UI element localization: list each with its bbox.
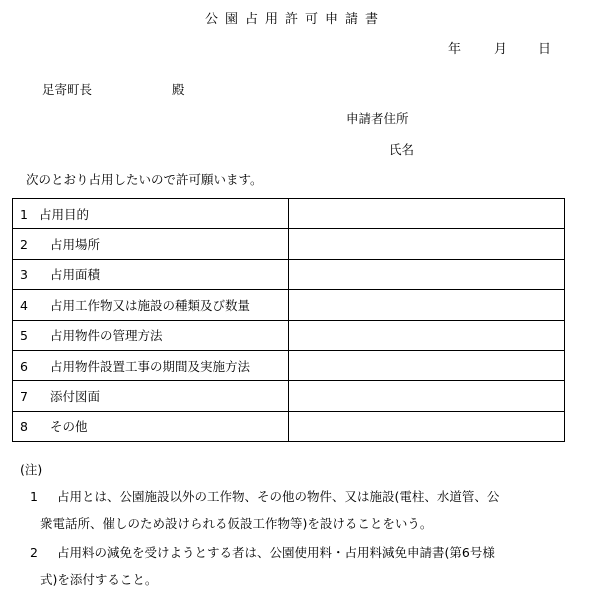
- table-row: [13, 320, 565, 350]
- date-year-label: 年: [448, 42, 462, 57]
- note-text-continued: 式)を添付すること。: [40, 572, 158, 587]
- row-label: 添付図面: [50, 389, 101, 405]
- row-label-cell: [13, 350, 289, 380]
- note-number: 2: [30, 545, 38, 560]
- row-value-field[interactable]: [289, 320, 565, 350]
- table-row: [13, 259, 565, 289]
- row-number: 4: [20, 297, 28, 313]
- row-label-cell: [13, 381, 289, 411]
- table-row: [13, 229, 565, 259]
- notes-heading: (注): [20, 462, 43, 477]
- row-number: 1: [20, 206, 28, 222]
- row-value-field[interactable]: [289, 229, 565, 259]
- application-form-table: [12, 198, 565, 442]
- row-label: 占用面積: [50, 267, 101, 283]
- row-label-cell: [13, 229, 289, 259]
- row-number: 8: [20, 419, 28, 435]
- row-label-cell: [13, 259, 289, 289]
- row-label: 占用場所: [50, 237, 101, 253]
- addressee: [42, 80, 185, 98]
- note-item: [30, 543, 495, 561]
- applicant-address-label: 申請者住所: [346, 111, 409, 126]
- row-label-cell: [13, 411, 289, 441]
- addressee-honorific: 殿: [172, 82, 185, 97]
- row-number: 5: [20, 328, 28, 344]
- row-label: 占用物件設置工事の期間及実施方法: [50, 358, 251, 374]
- row-value-field[interactable]: [289, 350, 565, 380]
- table-row: [13, 290, 565, 320]
- table-row: [13, 381, 565, 411]
- date-line: [448, 38, 551, 57]
- note-number: 1: [30, 489, 38, 504]
- row-number: 2: [20, 237, 28, 253]
- note-text: 占用料の減免を受けようとする者は、公園使用料・占用料減免申請書(第6号様: [57, 545, 495, 560]
- table-row: [13, 411, 565, 441]
- row-label-cell: [13, 320, 289, 350]
- row-number: 6: [20, 358, 28, 374]
- table-row: [13, 199, 565, 229]
- date-day-label: 日: [538, 42, 552, 57]
- row-value-field[interactable]: [289, 411, 565, 441]
- row-label-cell: [13, 290, 289, 320]
- row-label-cell: [13, 199, 289, 229]
- row-value-field[interactable]: [289, 290, 565, 320]
- row-value-field[interactable]: [289, 199, 565, 229]
- row-value-field[interactable]: [289, 381, 565, 411]
- row-label: 占用工作物又は施設の種類及び数量: [50, 297, 251, 313]
- table-row: [13, 350, 565, 380]
- row-number: 7: [20, 389, 28, 405]
- row-label: その他: [50, 419, 88, 435]
- row-number: 3: [20, 267, 28, 283]
- note-text: 占用とは、公園施設以外の工作物、その他の物件、又は施設(電柱、水道管、公: [57, 489, 500, 504]
- note-item: [30, 487, 499, 505]
- note-text-continued: 衆電話所、催しのため設けられる仮設工作物等)を設けることをいう。: [40, 516, 433, 531]
- row-label: 占用物件の管理方法: [50, 328, 163, 344]
- intro-text: 次のとおり占用したいので許可願います。: [26, 172, 263, 187]
- row-label: 占用目的: [39, 206, 90, 222]
- addressee-town: 足寄町長: [42, 82, 93, 97]
- date-month-label: 月: [494, 42, 508, 57]
- applicant-name-label: 氏名: [389, 142, 415, 157]
- page-title: 公園占用許可申請書: [204, 12, 385, 27]
- row-value-field[interactable]: [289, 259, 565, 289]
